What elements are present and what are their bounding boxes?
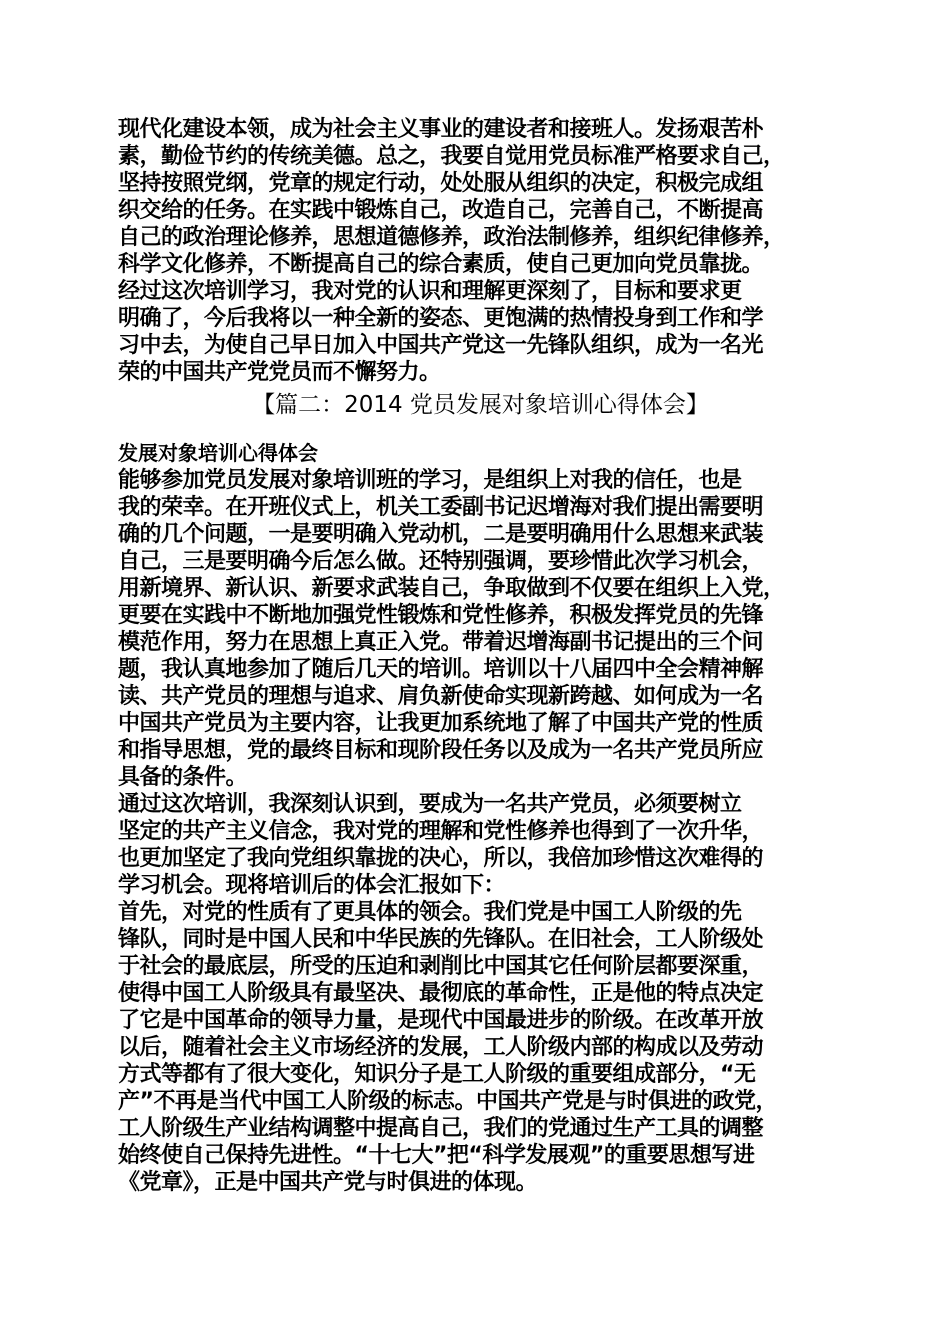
section-heading: 【篇二：2014 党员发展对象培训心得体会】 [252, 392, 709, 418]
text-line: 学习机会。现将培训后的体会汇报如下： [118, 873, 506, 898]
text-line: 通过这次培训，我深刻认识到，要成为一名共产党员，必须要树立 [118, 792, 742, 817]
text-line: 和指导思想，党的最终目标和现阶段任务以及成为一名共产党员所应 [118, 738, 764, 763]
text-line: 工人阶级生产业结构调整中提高自己，我们的党通过生产工具的调整 [118, 1116, 764, 1141]
text-line: 方式等都有了很大变化，知识分子是工人阶级的重要组成部分，“无 [118, 1062, 756, 1087]
text-line: 科学文化修养，不断提高自己的综合素质，使自己更加向党员靠拢。 [118, 252, 764, 277]
text-line: 题，我认真地参加了随后几天的培训。培训以十八届四中全会精神解 [118, 657, 764, 682]
text-line: 也更加坚定了我向党组织靠拢的决心，所以，我倍加珍惜这次难得的 [118, 846, 764, 871]
text-line: 中国共产党员为主要内容，让我更加系统地了解了中国共产党的性质 [118, 711, 764, 736]
text-line: 更要在实践中不断地加强党性锻炼和党性修养，积极发挥党员的先锋 [118, 603, 764, 628]
text-line: 首先，对党的性质有了更具体的领会。我们党是中国工人阶级的先 [118, 900, 742, 925]
article-title: 发展对象培训心得体会 [118, 441, 318, 465]
text-line: 使得中国工人阶级具有最坚决、最彻底的革命性，正是他的特点决定 [118, 981, 764, 1006]
text-line: 现代化建设本领，成为社会主义事业的建设者和接班人。发扬艰苦朴 [118, 117, 764, 142]
text-line: 《党章》，正是中国共产党与时俱进的体现。 [118, 1170, 538, 1195]
section-one-text [118, 116, 843, 386]
text-line: 锋队，同时是中国人民和中华民族的先锋队。在旧社会，工人阶级处 [118, 927, 764, 952]
text-line: 自己，三是要明确今后怎么做。还特别强调，要珍惜此次学习机会， [118, 549, 764, 574]
text-line: 读、共产党员的理想与追求、肩负新使命实现新跨越、如何成为一名 [118, 684, 764, 709]
text-line: 确的几个问题，一是要明确入党动机，二是要明确用什么思想来武装 [118, 522, 764, 547]
text-line: 能够参加党员发展对象培训班的学习，是组织上对我的信任，也是 [118, 468, 742, 493]
text-line: 素，勤俭节约的传统美德。总之，我要自觉用党员标准严格要求自己， [118, 144, 785, 169]
text-line: 习中去，为使自己早日加入中国共产党这一先锋队组织，成为一名光 [118, 333, 764, 358]
text-line: 我的荣幸。在开班仪式上，机关工委副书记迟增海对我们提出需要明 [118, 495, 764, 520]
text-line: 自己的政治理论修养，思想道德修养，政治法制修养，组织纪律修养， [118, 225, 785, 250]
text-line: 始终使自己保持先进性。“十七大”把“科学发展观”的重要思想写进 [118, 1143, 755, 1168]
text-line: 具备的条件。 [118, 765, 248, 790]
text-line: 以后，随着社会主义市场经济的发展，工人阶级内部的构成以及劳动 [118, 1035, 764, 1060]
text-line: 明确了，今后我将以一种全新的姿态、更饱满的热情投身到工作和学 [118, 306, 764, 331]
text-line: 织交给的任务。在实践中锻炼自己，改造自己，完善自己，不断提高 [118, 198, 764, 223]
text-line: 坚定的共产主义信念，我对党的理解和党性修养也得到了一次升华， [118, 819, 764, 844]
document-page [118, 116, 843, 1196]
section-two-text [118, 467, 843, 1196]
text-line: 产”不再是当代中国工人阶级的标志。中国共产党是与时俱进的政党， [118, 1089, 777, 1114]
text-line: 坚持按照党纲，党章的规定行动，处处服从组织的决定，积极完成组 [118, 171, 764, 196]
text-line: 于社会的最底层，所受的压迫和剥削比中国其它任何阶层都要深重， [118, 954, 764, 979]
text-line: 荣的中国共产党党员而不懈努力。 [118, 360, 441, 385]
text-line: 用新境界、新认识、新要求武装自己，争取做到不仅要在组织上入党， [118, 576, 785, 601]
text-line: 了它是中国革命的领导力量，是现代中国最进步的阶级。在改革开放 [118, 1008, 764, 1033]
text-line: 模范作用，努力在思想上真正入党。带着迟增海副书记提出的三个问 [118, 630, 764, 655]
text-line: 经过这次培训学习，我对党的认识和理解更深刻了，目标和要求更 [118, 279, 742, 304]
